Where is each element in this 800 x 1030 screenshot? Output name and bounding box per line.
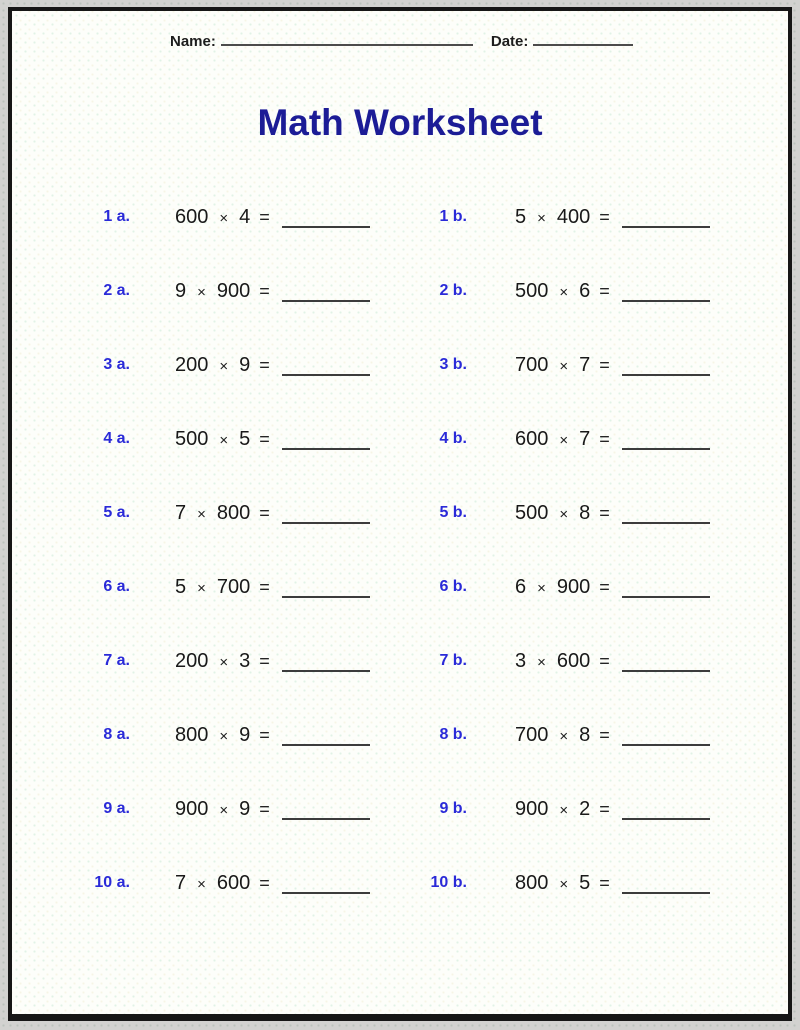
name-date-header [12,33,788,50]
answer-blank [622,670,710,672]
problem-expression-a [130,650,420,673]
problem-expression-b [467,576,788,599]
problem-expression-a [130,576,420,599]
equals-sign: = [259,724,270,745]
multiplicand: 200 [175,649,209,672]
problem-label-b: 1 b. [439,208,467,225]
name-label: Name: [170,33,216,50]
problem-expression-b [467,428,788,451]
problem-row [72,772,788,846]
multiplicand: 600 [175,205,209,228]
times-icon: × [559,801,569,819]
times-icon: × [219,431,229,449]
multiplicand: 500 [515,501,549,524]
multiplier: 9 [239,797,251,820]
equals-sign: = [259,798,270,819]
equals-sign: = [599,280,610,301]
multiplicand: 5 [515,205,527,228]
problem-row [72,328,788,402]
equals-sign: = [599,206,610,227]
answer-blank [282,374,370,376]
times-icon: × [537,209,546,227]
equals-sign: = [259,502,270,523]
problem-expression-b [467,724,788,747]
problem-expression-b [467,798,788,821]
problem-row [72,402,788,476]
problem-expression-a [130,206,420,229]
answer-blank [282,744,370,746]
multiplier: 800 [216,501,251,524]
problem-label-b: 6 b. [439,578,467,595]
multiplier: 8 [579,723,591,746]
problem-label-a: 1 a. [103,208,130,225]
multiplier: 600 [556,649,591,672]
multiplier: 5 [239,427,251,450]
problem-expression-a [130,502,420,525]
multiplicand: 900 [175,797,209,820]
multiplier: 9 [239,723,251,746]
answer-blank [282,596,370,598]
multiplier: 3 [239,649,251,672]
multiplier: 400 [556,205,591,228]
problem-row [72,698,788,772]
answer-blank [622,522,710,524]
answer-blank [282,300,370,302]
multiplier: 8 [579,501,591,524]
worksheet-page [8,7,792,1021]
problem-label-a: 4 a. [103,430,130,447]
name-write-line [221,33,473,46]
multiplicand: 7 [175,871,187,894]
problem-expression-a [130,354,420,377]
multiplier: 700 [216,575,251,598]
multiplicand: 600 [515,427,549,450]
times-icon: × [219,727,229,745]
problem-label-b: 4 b. [439,430,467,447]
multiplicand: 7 [175,501,187,524]
multiplier: 7 [579,427,591,450]
problem-label-b: 2 b. [439,282,467,299]
answer-blank [622,818,710,820]
answer-blank [622,596,710,598]
problem-label-a: 6 a. [103,578,130,595]
multiplicand: 5 [175,575,187,598]
times-icon: × [559,283,569,301]
times-icon: × [559,357,569,375]
multiplier: 9 [239,353,251,376]
times-icon: × [219,653,229,671]
problem-expression-b [467,280,788,303]
problem-row [72,476,788,550]
equals-sign: = [599,576,610,597]
answer-blank [622,892,710,894]
equals-sign: = [259,650,270,671]
times-icon: × [197,579,206,597]
multiplicand: 500 [175,427,209,450]
multiplicand: 9 [175,279,187,302]
problem-expression-a [130,280,420,303]
problem-label-a: 8 a. [103,726,130,743]
problem-label-a: 7 a. [103,652,130,669]
problems-list [12,180,788,920]
multiplicand: 3 [515,649,527,672]
equals-sign: = [259,428,270,449]
multiplier: 4 [239,205,251,228]
times-icon: × [559,431,569,449]
equals-sign: = [599,724,610,745]
multiplier: 6 [579,279,591,302]
answer-blank [282,448,370,450]
equals-sign: = [259,872,270,893]
problem-label-a: 9 a. [103,800,130,817]
multiplier: 7 [579,353,591,376]
page-title: Math Worksheet [257,102,543,143]
multiplicand: 900 [515,797,549,820]
problem-expression-a [130,428,420,451]
equals-sign: = [259,280,270,301]
date-label: Date: [490,33,529,50]
equals-sign: = [599,354,610,375]
answer-blank [622,744,710,746]
problem-expression-b [467,872,788,895]
multiplier: 2 [579,797,591,820]
times-icon: × [537,579,546,597]
problem-label-a: 5 a. [103,504,130,521]
times-icon: × [197,283,206,301]
answer-blank [622,226,710,228]
answer-blank [622,448,710,450]
equals-sign: = [599,428,610,449]
answer-blank [282,226,370,228]
answer-blank [282,818,370,820]
problem-row [72,846,788,920]
times-icon: × [219,357,229,375]
problem-label-b: 10 b. [430,874,467,891]
multiplicand: 800 [175,723,209,746]
problem-row [72,624,788,698]
answer-blank [282,892,370,894]
problem-label-b: 9 b. [439,800,467,817]
equals-sign: = [259,354,270,375]
multiplicand: 800 [515,871,549,894]
multiplier: 600 [216,871,251,894]
problem-row [72,254,788,328]
multiplier: 900 [556,575,591,598]
problem-expression-b [467,354,788,377]
multiplicand: 500 [515,279,549,302]
multiplicand: 6 [515,575,527,598]
times-icon: × [219,801,229,819]
times-icon: × [559,505,569,523]
multiplicand: 200 [175,353,209,376]
problem-expression-b [467,650,788,673]
problem-expression-a [130,872,420,895]
problem-label-b: 3 b. [439,356,467,373]
problem-expression-b [467,502,788,525]
multiplicand: 700 [515,723,549,746]
equals-sign: = [599,798,610,819]
answer-blank [282,670,370,672]
multiplier: 900 [216,279,251,302]
problem-expression-b [467,206,788,229]
equals-sign: = [599,872,610,893]
problem-label-a: 2 a. [103,282,130,299]
problem-label-b: 5 b. [439,504,467,521]
times-icon: × [537,653,546,671]
equals-sign: = [599,502,610,523]
problem-label-b: 7 b. [439,652,467,669]
answer-blank [622,300,710,302]
times-icon: × [197,875,206,893]
multiplier: 5 [579,871,591,894]
times-icon: × [559,727,569,745]
problem-row [72,180,788,254]
problem-expression-a [130,724,420,747]
problem-label-a: 3 a. [103,356,130,373]
equals-sign: = [259,206,270,227]
problem-label-a: 10 a. [94,874,130,891]
times-icon: × [559,875,569,893]
equals-sign: = [599,650,610,671]
times-icon: × [219,209,229,227]
problem-label-b: 8 b. [439,726,467,743]
multiplicand: 700 [515,353,549,376]
times-icon: × [197,505,206,523]
problem-row [72,550,788,624]
answer-blank [282,522,370,524]
equals-sign: = [259,576,270,597]
answer-blank [622,374,710,376]
problem-expression-a [130,798,420,821]
date-write-line [533,33,633,46]
